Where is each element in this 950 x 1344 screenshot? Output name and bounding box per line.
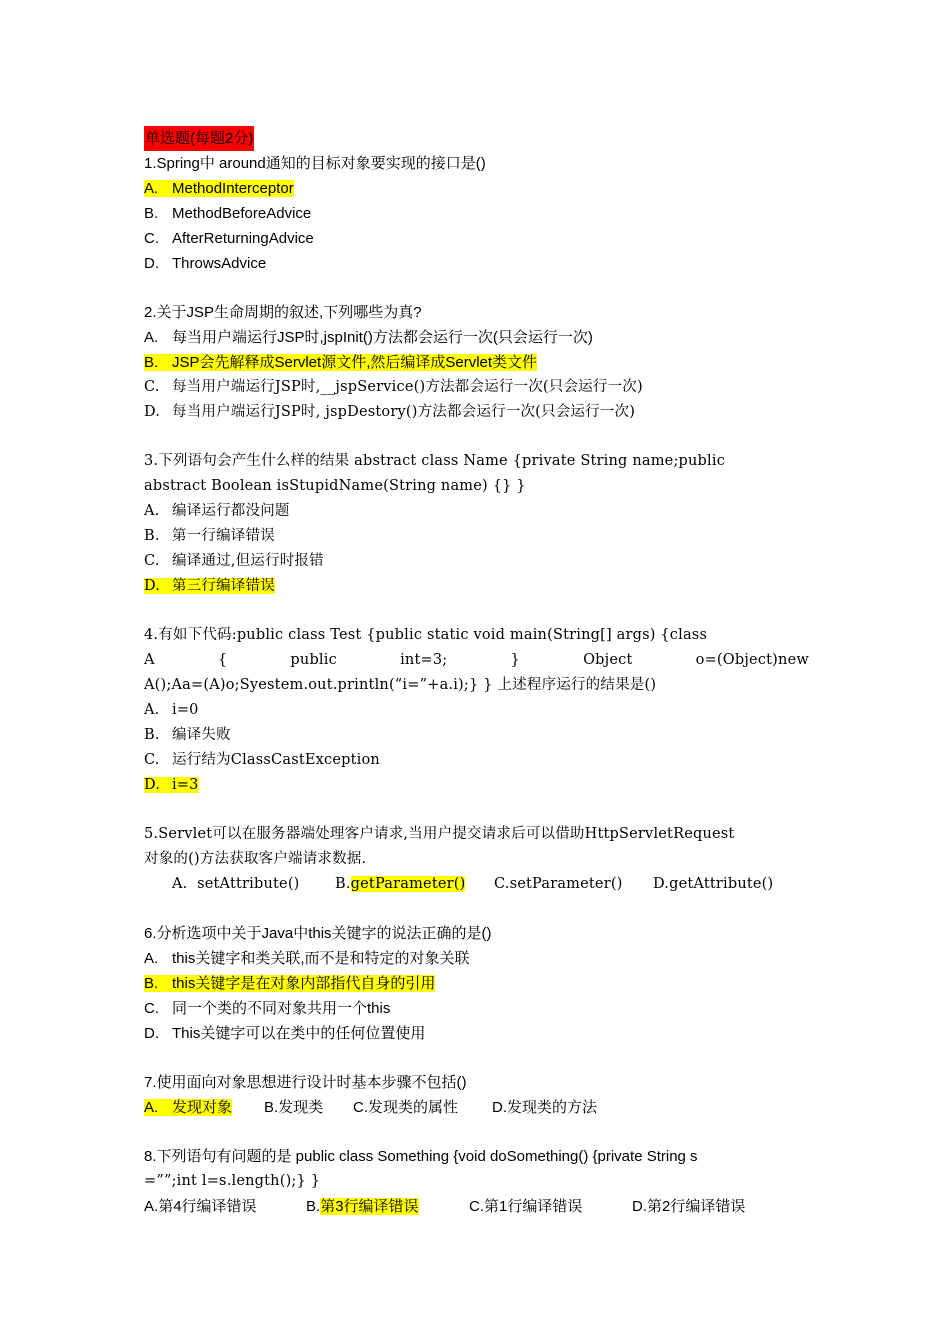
option-c: C.发现类的属性 <box>353 1099 459 1116</box>
question-stem-line-1: 8.下列语句有问题的是 public class Something {void doSomething() {private String s <box>144 1148 698 1165</box>
question-1 <box>144 151 809 276</box>
option-c: C. 编译通过,但运行时报错 <box>144 553 324 569</box>
option-text: getParameter() <box>350 876 466 892</box>
option-text: 同一个类的不同对象共用一个this <box>172 1000 391 1017</box>
option-a: A. i=0 <box>144 702 199 718</box>
question-2 <box>144 300 809 425</box>
option-text: 编译通过,但运行时报错 <box>172 553 324 569</box>
option-b: B. JSP会先解释成Servlet源文件,然后编译成Servlet类文件 <box>144 354 538 371</box>
question-stem-line-1: 3.下列语句会产生什么样的结果 abstract class Name {private String name;public <box>144 453 726 469</box>
question-5 <box>144 822 809 897</box>
question-4 <box>144 623 809 798</box>
option-text: 每当用户端运行JSP时,jspInit()方法都会运行一次(只会运行一次) <box>172 329 593 346</box>
option-text: getAttribute() <box>669 876 774 892</box>
option-c: C. 同一个类的不同对象共用一个this <box>144 1000 391 1017</box>
option-text: 每当用户端运行JSP时,__jspService()方法都会运行一次(只会运行一次) <box>172 379 643 395</box>
option-text: 发现类的属性 <box>368 1099 459 1116</box>
option-d: D. 第三行编译错误 <box>144 578 275 594</box>
question-stem-line-1: 4.有如下代码:public class Test {public static void main(String[] args) {class <box>144 627 708 643</box>
question-stem: 2.关于JSP生命周期的叙述,下列哪些为真? <box>144 304 422 321</box>
option-text: setParameter() <box>509 876 623 892</box>
option-a: A. 发现对象 <box>144 1099 233 1116</box>
option-text: 第1行编译错误 <box>484 1198 583 1215</box>
question-7 <box>144 1070 809 1120</box>
option-a: A. 编译运行都没问题 <box>144 503 290 519</box>
option-b: B.第3行编译错误 <box>306 1198 419 1215</box>
section-title-line <box>144 126 809 151</box>
option-text: 编译失败 <box>172 727 231 743</box>
options-row <box>144 1095 809 1120</box>
question-stem: 1.Spring中 around通知的目标对象要实现的接口是() <box>144 155 486 172</box>
option-b: B. this关键字是在对象内部指代自身的引用 <box>144 975 436 992</box>
option-c: C. AfterReturningAdvice <box>144 230 314 247</box>
question-6 <box>144 921 809 1046</box>
option-d: D.第2行编译错误 <box>632 1198 746 1215</box>
option-text: i=0 <box>172 702 199 718</box>
question-stem-line-2: 对象的()方法获取客户端请求数据. <box>144 851 367 867</box>
option-text: This关键字可以在类中的任何位置使用 <box>172 1025 426 1042</box>
options-row <box>144 872 809 897</box>
option-c: C.setParameter() <box>494 876 623 892</box>
option-text: ThrowsAdvice <box>172 255 267 272</box>
option-a: A.第4行编译错误 <box>144 1198 257 1215</box>
question-stem-line-1: 5.Servlet可以在服务器端处理客户请求,当用户提交请求后可以借助HttpServletRequest <box>144 826 735 842</box>
option-b: B.getParameter() <box>335 876 466 892</box>
option-b: B.发现类 <box>264 1099 324 1116</box>
option-text: 第3行编译错误 <box>320 1198 419 1215</box>
options-row <box>144 1194 809 1219</box>
option-b: B. 第一行编译错误 <box>144 528 275 544</box>
option-text: i=3 <box>172 777 199 793</box>
section-title: 单选题(每题2分) <box>144 126 254 151</box>
option-text: 发现对象 <box>172 1099 233 1116</box>
option-text: 第2行编译错误 <box>647 1198 746 1215</box>
option-text: AfterReturningAdvice <box>172 230 314 247</box>
option-text: setAttribute() <box>197 876 300 892</box>
option-text: this关键字和类关联,而不是和特定的对象关联 <box>172 950 470 967</box>
option-d: D.发现类的方法 <box>492 1099 598 1116</box>
option-text: 每当用户端运行JSP时, jspDestory()方法都会运行一次(只会运行一次) <box>172 404 636 420</box>
option-c: C. 每当用户端运行JSP时,__jspService()方法都会运行一次(只会运行一次) <box>144 379 643 395</box>
option-text: this关键字是在对象内部指代自身的引用 <box>172 975 436 992</box>
question-stem-line-2: =””;int l=s.length();} } <box>144 1173 321 1189</box>
option-d: D.getAttribute() <box>653 876 774 892</box>
question-8 <box>144 1144 809 1219</box>
question-3 <box>144 449 809 599</box>
option-text: MethodInterceptor <box>172 180 294 197</box>
document-page <box>144 126 809 1219</box>
option-text: MethodBeforeAdvice <box>172 205 312 222</box>
option-d: D. 每当用户端运行JSP时, jspDestory()方法都会运行一次(只会运行一次) <box>144 404 636 420</box>
option-d: D. i=3 <box>144 777 199 793</box>
option-text: 编译运行都没问题 <box>172 503 290 519</box>
option-text: 第一行编译错误 <box>172 528 275 544</box>
option-text: 第三行编译错误 <box>172 578 275 594</box>
option-a: A. setAttribute() <box>172 876 300 892</box>
option-text: 第4行编译错误 <box>158 1198 257 1215</box>
option-text: JSP会先解释成Servlet源文件,然后编译成Servlet类文件 <box>172 354 538 371</box>
option-a: A. 每当用户端运行JSP时,jspInit()方法都会运行一次(只会运行一次) <box>144 329 593 346</box>
option-a: A. this关键字和类关联,而不是和特定的对象关联 <box>144 950 470 967</box>
option-text: 发现类的方法 <box>507 1099 598 1116</box>
option-b: B. 编译失败 <box>144 727 231 743</box>
option-d: D. This关键字可以在类中的任何位置使用 <box>144 1025 426 1042</box>
option-c: C. 运行结为ClassCastException <box>144 752 380 768</box>
question-stem: 6.分析选项中关于Java中this关键字的说法正确的是() <box>144 925 492 942</box>
option-text: 发现类 <box>278 1099 324 1116</box>
question-stem-line-2: abstract Boolean isStupidName(String name) {} } <box>144 478 526 494</box>
question-stem-line-3: A();Aa=(A)o;Syestem.out.println(“i=”+a.i);} } 上述程序运行的结果是() <box>144 677 657 693</box>
option-d: D. ThrowsAdvice <box>144 255 267 272</box>
option-text: 运行结为ClassCastException <box>172 752 380 768</box>
question-stem-line-2: A { public int=3; } Object o=(Object)new <box>144 652 809 668</box>
option-c: C.第1行编译错误 <box>469 1198 583 1215</box>
option-a: A. MethodInterceptor <box>144 180 294 197</box>
question-stem: 7.使用面向对象思想进行设计时基本步骤不包括() <box>144 1074 467 1091</box>
option-b: B. MethodBeforeAdvice <box>144 205 312 222</box>
